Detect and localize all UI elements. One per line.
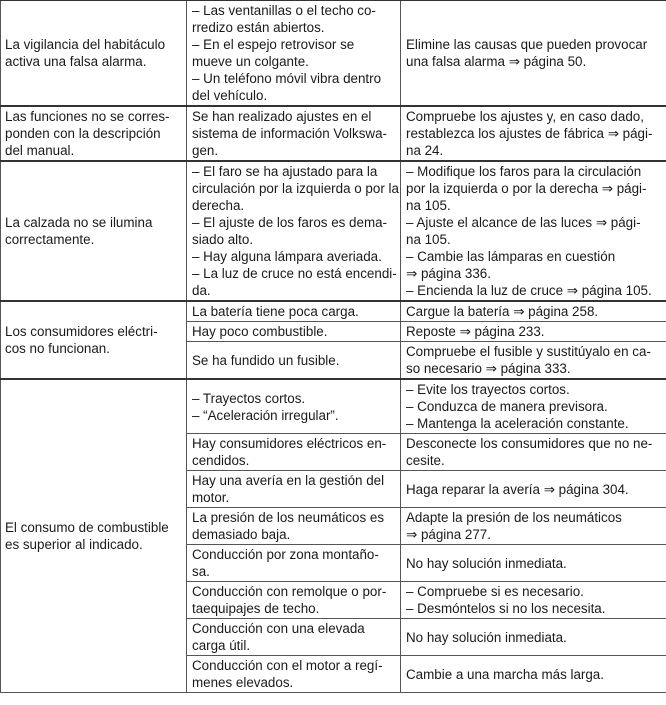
- cause-text: del vehículo.: [192, 88, 268, 103]
- cause-text: – “Aceleración irregular”.: [192, 407, 339, 423]
- cause-text: – Trayectos cortos.: [192, 390, 306, 406]
- cause-cell: [187, 106, 401, 161]
- cause-text: Hay poco combustible.: [192, 324, 328, 339]
- cause-text: – La luz de cruce no está encendi-: [192, 266, 397, 281]
- cause-cell: [187, 656, 401, 693]
- problem-cell: [1, 379, 187, 693]
- solution-cell: [401, 161, 666, 301]
- cause-cell: [187, 0, 401, 106]
- solution-text: una falsa alarma ⇒ página 50.: [406, 54, 587, 69]
- cause-text: Hay consumidores eléctricos en-: [192, 436, 387, 451]
- solution-cell: [401, 656, 666, 693]
- solution-cell: [401, 471, 666, 508]
- solution-cell: [401, 508, 666, 545]
- solution-text: cesite.: [406, 453, 445, 468]
- solution-cell: [401, 619, 666, 656]
- solution-text: – Ajuste el alcance de las luces ⇒ pági-: [406, 215, 641, 230]
- solution-cell: [401, 379, 666, 434]
- solution-text: Elimine las causas que pueden provocar: [406, 37, 648, 52]
- problem-group: [1, 301, 666, 379]
- solution-text: Cambie a una marcha más larga.: [406, 666, 604, 682]
- solution-text: ⇒ página 277.: [406, 527, 491, 542]
- solution-cell: [401, 106, 666, 161]
- solution-text: – Evite los trayectos cortos.: [406, 382, 570, 397]
- cause-cell: [187, 471, 401, 508]
- cause-cell: [187, 619, 401, 656]
- solution-text: – Cambie las lámparas en cuestión: [406, 249, 616, 264]
- cause-text: Conducción por zona montaño-: [192, 547, 379, 562]
- solution-text: so necesario ⇒ página 333.: [406, 361, 571, 376]
- solution-text: – Mantenga la aceleración constante.: [406, 416, 629, 431]
- cause-text: menes elevados.: [192, 675, 294, 690]
- solution-text: Haga reparar la avería ⇒ página 304.: [406, 481, 629, 497]
- solution-text: Adapte la presión de los neumáticos: [406, 510, 622, 525]
- cause-text: gen.: [192, 143, 219, 158]
- cause-text: cendidos.: [192, 453, 250, 468]
- solution-text: – Desmóntelos si no los necesita.: [406, 601, 606, 616]
- solution-text: Desconecte los consumidores que no ne-: [406, 436, 653, 451]
- problem-group: [1, 0, 666, 106]
- solution-text: Reposte ⇒ página 233.: [406, 324, 545, 339]
- solution-cell: [401, 301, 666, 322]
- cause-text: da.: [192, 283, 211, 298]
- solution-cell: [401, 545, 666, 582]
- problem-text: La vigilancia del habitáculo: [5, 37, 166, 52]
- cause-cell: [187, 582, 401, 619]
- table-row: [1, 379, 666, 434]
- solution-text: – Modifique los faros para la circulación: [406, 164, 642, 179]
- problem-cell: [1, 301, 187, 379]
- cause-cell: [187, 161, 401, 301]
- cause-text: – Un teléfono móvil vibra dentro: [192, 71, 382, 86]
- cause-text: La presión de los neumáticos es: [192, 510, 385, 525]
- solution-text: Compruebe el fusible y sustitúyalo en ca-: [406, 344, 651, 359]
- solution-cell: [401, 342, 666, 380]
- problem-text: es superior al indicado.: [5, 537, 143, 552]
- solution-text: – Encienda la luz de cruce ⇒ página 105.: [406, 283, 652, 298]
- cause-text: – El ajuste de los faros es dema-: [192, 215, 388, 230]
- cause-text: motor.: [192, 490, 230, 505]
- solution-text: na 24.: [406, 143, 444, 158]
- cause-text: – Hay alguna lámpara averiada.: [192, 249, 382, 264]
- cause-text: sistema de información Volkswa-: [192, 126, 387, 141]
- cause-cell: [187, 301, 401, 322]
- cause-text: circulación por la izquierda o por la: [192, 181, 399, 196]
- problem-text: El consumo de combustible: [5, 520, 169, 535]
- cause-text: – Las ventanillas o el techo co-: [192, 3, 376, 18]
- solution-cell: [401, 434, 666, 471]
- solution-text: Cargue la batería ⇒ página 258.: [406, 304, 599, 319]
- cause-text: – El faro se ha ajustado para la: [192, 164, 378, 179]
- solution-text: na 105.: [406, 232, 451, 247]
- cause-text: derecha.: [192, 198, 245, 213]
- solution-cell: [401, 0, 666, 106]
- cause-text: demasiado baja.: [192, 527, 291, 542]
- cause-text: Hay una avería en la gestión del: [192, 473, 385, 488]
- solution-cell: [401, 322, 666, 342]
- cause-text: Se han realizado ajustes en el: [192, 109, 372, 124]
- table-row: [1, 0, 666, 106]
- cause-text: siado alto.: [192, 232, 254, 247]
- cause-text: Conducción con una elevada: [192, 621, 365, 636]
- cause-text: rredizo están abiertos.: [192, 20, 325, 35]
- problem-cell: [1, 161, 187, 301]
- solution-text: restablezca los ajustes de fábrica ⇒ pági-: [406, 126, 653, 141]
- problem-text: Las funciones no se corres-: [5, 109, 170, 124]
- cause-cell: [187, 322, 401, 342]
- table-row: [1, 301, 666, 322]
- solution-text: – Conduzca de manera previsora.: [406, 399, 608, 414]
- cause-text: – En el espejo retrovisor se: [192, 37, 355, 52]
- problem-text: correctamente.: [5, 232, 95, 247]
- solution-text: No hay solución inmediata.: [406, 629, 567, 645]
- solution-cell: [401, 582, 666, 619]
- solution-text: ⇒ página 336.: [406, 266, 491, 281]
- problem-group: [1, 379, 666, 693]
- solution-text: Compruebe los ajustes y, en caso dado,: [406, 109, 644, 124]
- problem-group: [1, 161, 666, 301]
- cause-text: taequipajes de techo.: [192, 601, 320, 616]
- problem-text: del manual.: [5, 143, 75, 158]
- table-row: [1, 161, 666, 301]
- cause-cell: [187, 434, 401, 471]
- problem-text: La calzada no se ilumina: [5, 215, 153, 230]
- problem-text: activa una falsa alarma.: [5, 54, 147, 69]
- problem-group: [1, 106, 666, 161]
- cause-text: carga útil.: [192, 638, 251, 653]
- problem-text: cos no funcionan.: [5, 341, 110, 356]
- solution-text: No hay solución inmediata.: [406, 555, 567, 571]
- cause-text: mueve un colgante.: [192, 54, 309, 69]
- problem-text: Los consumidores eléctri-: [5, 324, 158, 339]
- cause-cell: [187, 545, 401, 582]
- cause-text: Conducción con el motor a regí-: [192, 658, 383, 673]
- cause-text: La batería tiene poca carga.: [192, 304, 359, 319]
- problem-cell: [1, 106, 187, 161]
- problem-text: ponden con la descripción: [5, 126, 161, 141]
- cause-cell: [187, 508, 401, 545]
- cause-text: Conducción con remolque o por-: [192, 584, 387, 599]
- solution-text: na 105.: [406, 198, 451, 213]
- cause-cell: [187, 342, 401, 380]
- solution-text: – Compruebe si es necesario.: [406, 584, 584, 599]
- table-row: [1, 106, 666, 161]
- cause-text: sa.: [192, 564, 210, 579]
- problem-cell: [1, 0, 187, 106]
- cause-cell: [187, 379, 401, 434]
- cause-text: Se ha fundido un fusible.: [192, 352, 340, 368]
- solution-text: por la izquierda o por la derecha ⇒ pági-: [406, 181, 647, 196]
